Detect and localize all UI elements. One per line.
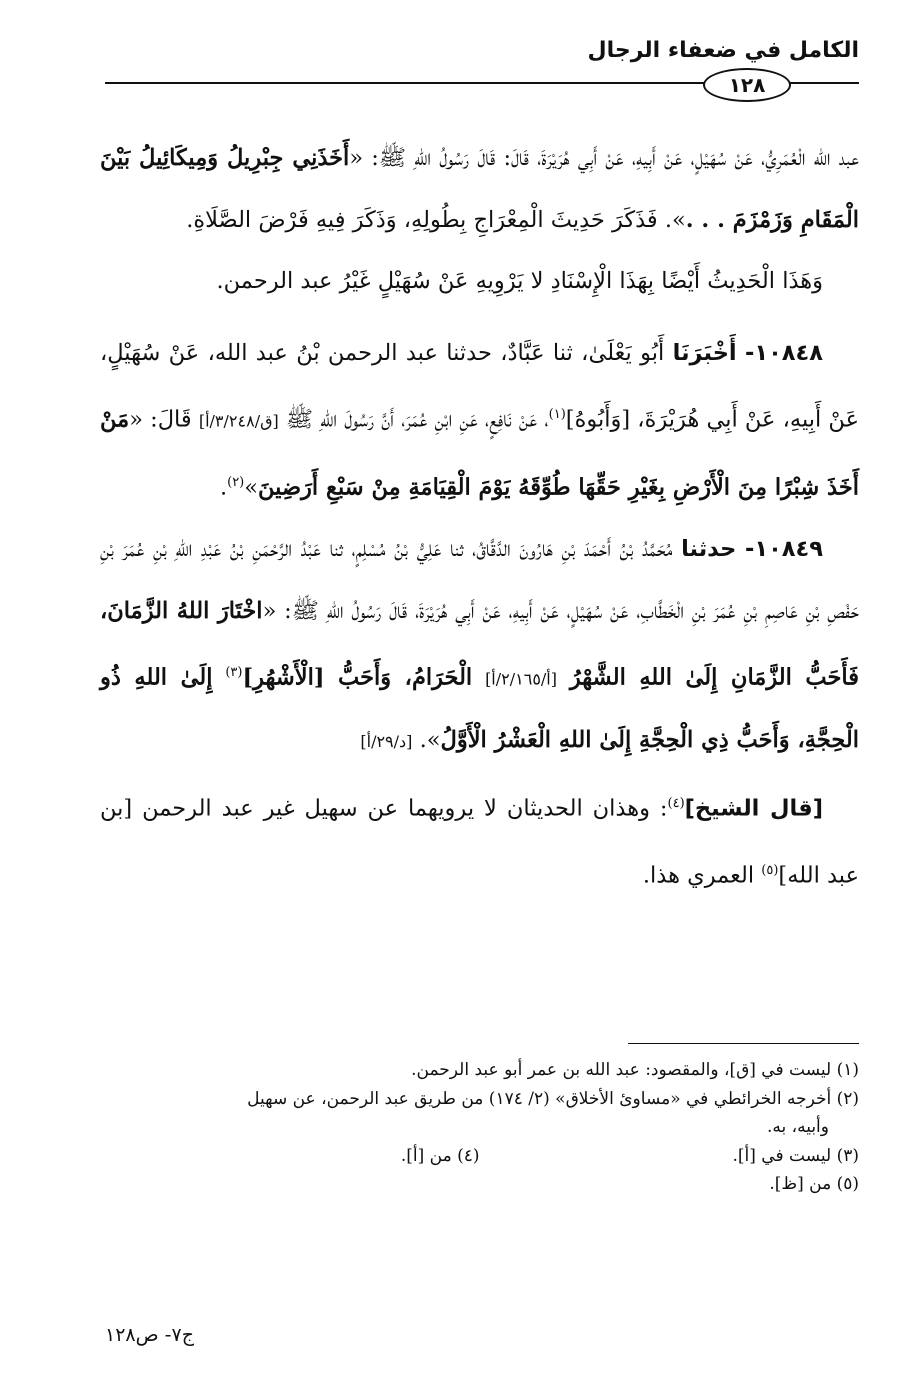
narration-label: أَخْبَرَنَا <box>672 339 737 366</box>
footnote-2: (٢) أخرجه الخرائطي في «مساوئ الأخلاق» (٢/ ١٧٤) من طريق عبد الرحمن، عن سهيل <box>247 1088 859 1109</box>
main-text <box>100 128 859 907</box>
hadith-text: أَخَذَنِي جِبْرِيلُ وَمِيكَائِيلُ بَيْنَ الْمَقَامِ وَزَمْزَمَ . . . <box>100 145 859 233</box>
hadith-number: ١٠٨٤٩- <box>745 536 824 562</box>
footnote-ref: (٢) <box>227 475 245 490</box>
footnote-ref: (٣) <box>225 665 243 680</box>
manuscript-ref: [ق/٣/٢٤٨/أ] <box>198 411 279 431</box>
footnote-5: (٥) من [ظ]. <box>769 1174 859 1194</box>
footnote-2-continuation: وأبيه، به. <box>766 1117 829 1137</box>
sheikh-comment: [قال الشيخ]$^{(٤)}$: وهذان الحديثان لا يرويهما عن سهيل غير عبد الرحمن [بن عبد الله]$^{(٥)}$ العمري هذا. <box>100 795 859 888</box>
hadith-text: اخْتَارَ اللهُ الزَّمَانَ، فَأَحَبُّ الزَّمَانِ إِلَىٰ اللهِ الشَّهْرُ <box>100 597 860 691</box>
hadith-text: مَنْ أَخَذَ شِبْرًا مِنَ الْأَرْضِ بِغَيْرِ حَقِّهَا طُوِّقَهُ يَوْمَ الْقِيَامَةِ مِنْ سَبْعِ أَرَضِينَ <box>100 406 859 501</box>
sheikh-label: [قال الشيخ] <box>684 795 824 821</box>
footnotes <box>100 1056 859 1199</box>
hadith-10848: ١٠٨٤٨- أَخْبَرَنَا أَبُو يَعْلَىٰ، ثنا عَبَّادٌ، حدثنا عبد الرحمن بْنُ عبد الله، عَنْ سُهَيْلٍ، عَنْ أَبِيهِ، عَنْ أَبِي هُرَيْرَةَ، [وَأَبُوهُ]$^{(١)}$، عَنْ نَافِعٍ، عَنِ ابْنِ عُمَرَ، أَنَّ رَسُولَ اللهِ ﷺ [ق/٣/٢٤٨/أ] قَالَ: «مَنْ أَخَذَ شِبْرًا مِنَ الْأَرْضِ بِغَيْرِ حَقِّهَا طُوِّقَهُ يَوْمَ الْقِيَامَةِ مِنْ سَبْعِ أَرَضِينَ»$^{(٢)}$. <box>100 339 859 501</box>
footnote-4: (٤) من [أ]. <box>400 1145 480 1166</box>
footnote-ref: (٤) <box>667 795 685 811</box>
footnote-1: (١) ليست في [ق]، والمقصود: عبد الله بن عمر أبو عبد الرحمن. <box>411 1060 859 1080</box>
hadith-text: الْحَرَامُ، وَأَحَبُّ [الْأَشْهُرِ] <box>242 664 473 691</box>
paragraph-comment: وَهَذَا الْحَدِيثُ أَيْضًا بِهَذَا الْإِسْنَادِ لا يَرْوِيهِ عَنْ سُهَيْلٍ غَيْرُ عبد الرحمن. <box>216 268 823 294</box>
hadith-number: ١٠٨٤٨- <box>745 339 824 366</box>
footnote-3: (٣) ليست في [أ]. <box>732 1145 859 1166</box>
footnote-ref: (٥) <box>761 862 779 878</box>
narration-label: حدثنا <box>681 536 737 562</box>
footnote-ref: (١) <box>548 407 566 422</box>
hadith-text: إِلَىٰ اللهِ ذُو الْحِجَّةِ، وَأَحَبُّ ذِي الْحِجَّةِ إِلَىٰ اللهِ الْعَشْرُ الْأَوَّلُ <box>100 664 859 753</box>
volume-page-marker: ج٧- ص١٢٨ <box>105 1324 194 1346</box>
footnote-separator <box>628 1043 859 1044</box>
hadith-10849: ١٠٨٤٩- حدثنا مُحَمَّدُ بْنُ أَحْمَدَ بْنِ هَارُونَ الدَّقَّاقُ، ثنا عَلِيُّ بْنُ مُسْلِمٍ، ثنا عَبْدُ الرَّحْمَنِ بْنُ عَبْدِ اللهِ بْنِ عُمَرَ بْنِ حَفْصِ بْنِ عَاصِمِ بْنِ عُمَرَ بْنِ الْخَطَّابِ، عَنْ سُهَيْلٍ، عَنْ أَبِيهِ، عَنْ أَبِي هُرَيْرَةَ، قَالَ رَسُولُ اللهِ ﷺ: «اخْتَارَ اللهُ الزَّمَانَ، فَأَحَبُّ الزَّمَانِ إِلَىٰ اللهِ الشَّهْرُ [أ/٢/١٦٥/أ] الْحَرَامُ، وَأَحَبُّ [الْأَشْهُرِ]$^{(٣)}$ إِلَىٰ اللهِ ذُو الْحِجَّةِ، وَأَحَبُّ ذِي الْحِجَّةِ إِلَىٰ اللهِ الْعَشْرُ الْأَوَّلُ». [د/٢٩/أ] <box>100 536 860 753</box>
page-number-badge: ١٢٨ <box>703 68 791 102</box>
manuscript-ref: [د/٢٩/أ] <box>360 732 413 751</box>
manuscript-ref: [أ/٢/١٦٥/أ] <box>485 669 557 689</box>
running-title: الكامل في ضعفاء الرجال <box>587 38 859 63</box>
paragraph-continuation: عبد الله الْعُمَرِيُّ، عَنْ سُهَيْلٍ، عَنْ أَبِيهِ، عَنْ أَبِي هُرَيْرَةَ، قَالَ: قَالَ رَسُولُ اللهِ ﷺ: «أَخَذَنِي جِبْرِيلُ وَمِيكَائِيلُ بَيْنَ الْمَقَامِ وَزَمْزَمَ . . .». فَذَكَرَ حَدِيثَ الْمِعْرَاجِ بِطُولِهِ، وَذَكَرَ فِيهِ فَرْضَ الصَّلَاةِ. <box>100 145 859 233</box>
footnote-row <box>100 1142 859 1171</box>
